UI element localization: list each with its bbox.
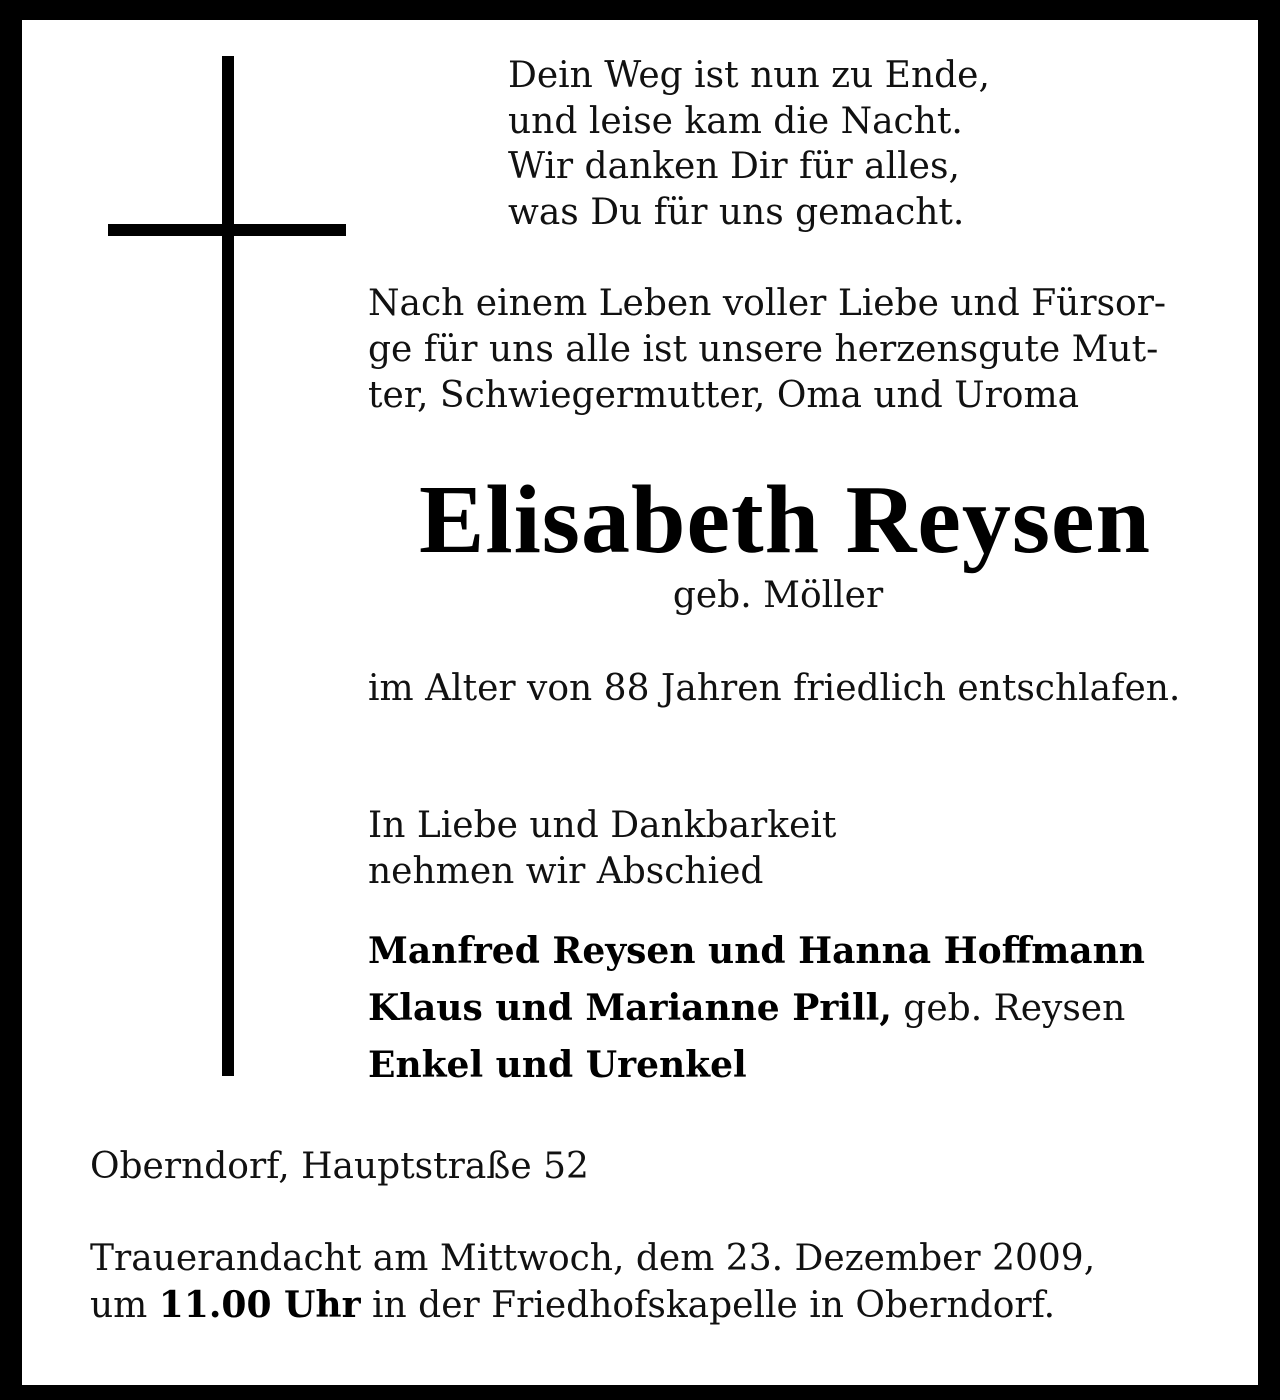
verse-line: und leise kam die Nacht. — [508, 100, 963, 142]
mourner-maiden-note: geb. Reysen — [891, 988, 1126, 1029]
service-line: Trauerandacht am Mittwoch, dem 23. Dezember 2009, — [90, 1238, 1096, 1279]
service-pre: um — [90, 1285, 159, 1326]
intro-line: ter, Schwiegermutter, Oma und Uroma — [368, 375, 1080, 416]
age-line: im Alter von 88 Jahren friedlich entschlafen. — [368, 668, 1181, 709]
mourner-line: Manfred Reysen und Hanna Hoffmann — [368, 930, 1145, 972]
verse-line: Dein Weg ist nun zu Ende, — [508, 55, 990, 96]
mourner-line: Enkel und Urenkel — [368, 1044, 747, 1086]
deceased-name: Elisabeth Reysen — [418, 466, 1151, 574]
intro-text — [368, 281, 1166, 419]
maiden-name: geb. Möller — [672, 575, 884, 616]
mourners-list — [368, 923, 1145, 1094]
service-time: 11.00 Uhr — [158, 1284, 361, 1326]
intro-line: Nach einem Leben voller Liebe und Fürsor- — [368, 283, 1167, 324]
mourner-line — [368, 980, 1145, 1037]
farewell-text — [368, 803, 836, 895]
service-post: in der Friedhofskapelle in Oberndorf. — [360, 1285, 1056, 1326]
verse — [508, 53, 990, 235]
verse-line: was Du für uns gemacht. — [508, 191, 965, 233]
mourner-names-bold: Klaus und Marianne Prill, — [368, 987, 892, 1029]
service-info — [90, 1236, 1095, 1329]
verse-line: Wir danken Dir für alles, — [508, 146, 960, 187]
address: Oberndorf, Hauptstraße 52 — [90, 1146, 589, 1187]
service-line — [90, 1282, 1095, 1329]
farewell-line: nehmen wir Abschied — [368, 851, 764, 892]
cross-horizontal-bar — [108, 224, 346, 236]
farewell-line: In Liebe und Dankbarkeit — [368, 805, 837, 846]
intro-line: ge für uns alle ist unsere herzensgute Mut- — [368, 329, 1159, 370]
